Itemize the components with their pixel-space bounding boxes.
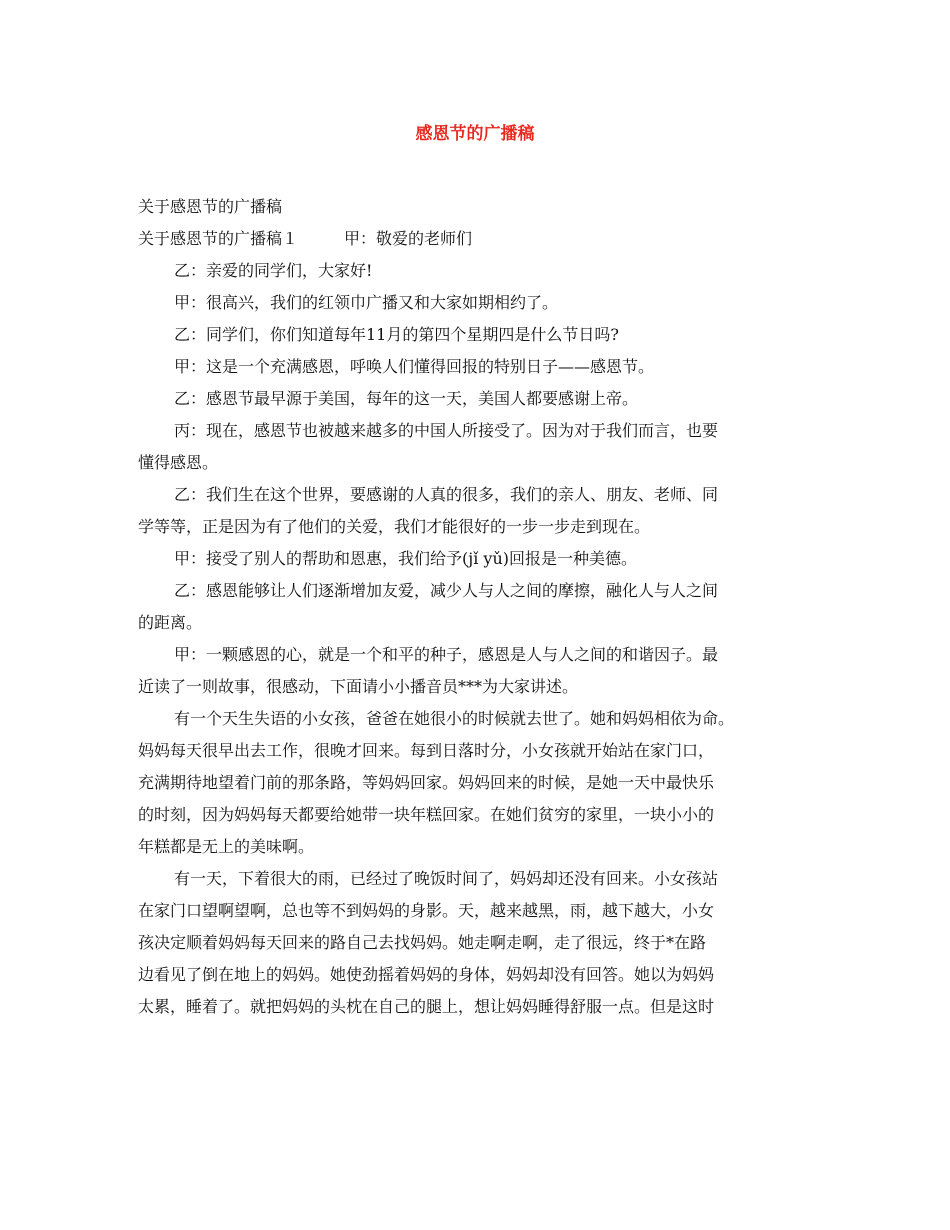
paragraph-line: 乙：同学们，你们知道每年11月的第四个星期四是什么节日吗? <box>174 325 619 344</box>
paragraph-line: 的时刻，因为妈妈每天都要给她带一块年糕回家。在她们贫穷的家里，一块小小的 <box>138 805 715 824</box>
paragraph-line: 妈妈每天很早出去工作，很晚才回来。每到日落时分，小女孩就开始站在家门口， <box>138 741 715 760</box>
paragraph-line: 孩决定顺着妈妈每天回来的路自己去找妈妈。她走啊走啊，走了很远，终于*在路 <box>138 933 707 952</box>
paragraph-line: 边看见了倒在地上的妈妈。她使劲摇着妈妈的身体，妈妈却没有回答。她以为妈妈 <box>138 965 715 984</box>
paragraph-line: 乙：感恩能够让人们逐渐增加友爱，减少人与人之间的摩擦，融化人与人之间 <box>174 581 719 600</box>
paragraph-line: 丙：现在，感恩节也被越来越多的中国人所接受了。因为对于我们而言，也要 <box>174 421 719 440</box>
paragraph-line: 乙：感恩节最早源于美国，每年的这一天，美国人都要感谢上帝。 <box>174 389 639 408</box>
paragraph-line: 甲：一颗感恩的心，就是一个和平的种子，感恩是人与人之间的和谐因子。最 <box>174 645 719 664</box>
paragraph-line: 关于感恩节的广播稿 <box>138 197 283 216</box>
paragraph-line: 乙：我们生在这个世界，要感谢的人真的很多，我们的亲人、朋友、老师、同 <box>174 485 719 504</box>
paragraph-line: 甲：接受了别人的帮助和恩惠，我们给予(jǐ yǔ)回报是一种美德。 <box>174 549 637 568</box>
paragraph-line: 懂得感恩。 <box>138 453 219 472</box>
document-title: 感恩节的广播稿 <box>415 124 535 144</box>
paragraph-line: 有一个天生失语的小女孩，爸爸在她很小的时候就去世了。她和妈妈相依为命。 <box>174 709 735 728</box>
paragraph-line: 的距离。 <box>138 613 203 632</box>
paragraph-line: 年糕都是无上的美味啊。 <box>138 837 315 856</box>
paragraph-line: 有一天，下着很大的雨，已经过了晚饭时间了，妈妈却还没有回来。小女孩站 <box>174 869 719 888</box>
document-body <box>138 191 814 1023</box>
paragraph-line: 太累，睡着了。就把妈妈的头枕在自己的腿上，想让妈妈睡得舒服一点。但是这时 <box>138 997 715 1016</box>
paragraph-line: 在家门口望啊望啊，总也等不到妈妈的身影。天，越来越黑，雨，越下越大，小女 <box>138 901 715 920</box>
paragraph-line: 学等等，正是因为有了他们的关爱，我们才能很好的一步一步走到现在。 <box>138 517 651 536</box>
paragraph-line: 近读了一则故事，很感动，下面请小小播音员***为大家讲述。 <box>138 677 579 696</box>
paragraph-line: 关于感恩节的广播稿１ 甲：敬爱的老师们 <box>138 229 473 248</box>
paragraph-line: 乙：亲爱的同学们，大家好! <box>174 261 373 280</box>
paragraph-line: 甲：这是一个充满感恩，呼唤人们懂得回报的特别日子——感恩节。 <box>174 357 655 376</box>
paragraph-line: 甲：很高兴，我们的红领巾广播又和大家如期相约了。 <box>174 293 559 312</box>
paragraph-line: 充满期待地望着门前的那条路，等妈妈回家。妈妈回来的时候，是她一天中最快乐 <box>138 773 715 792</box>
